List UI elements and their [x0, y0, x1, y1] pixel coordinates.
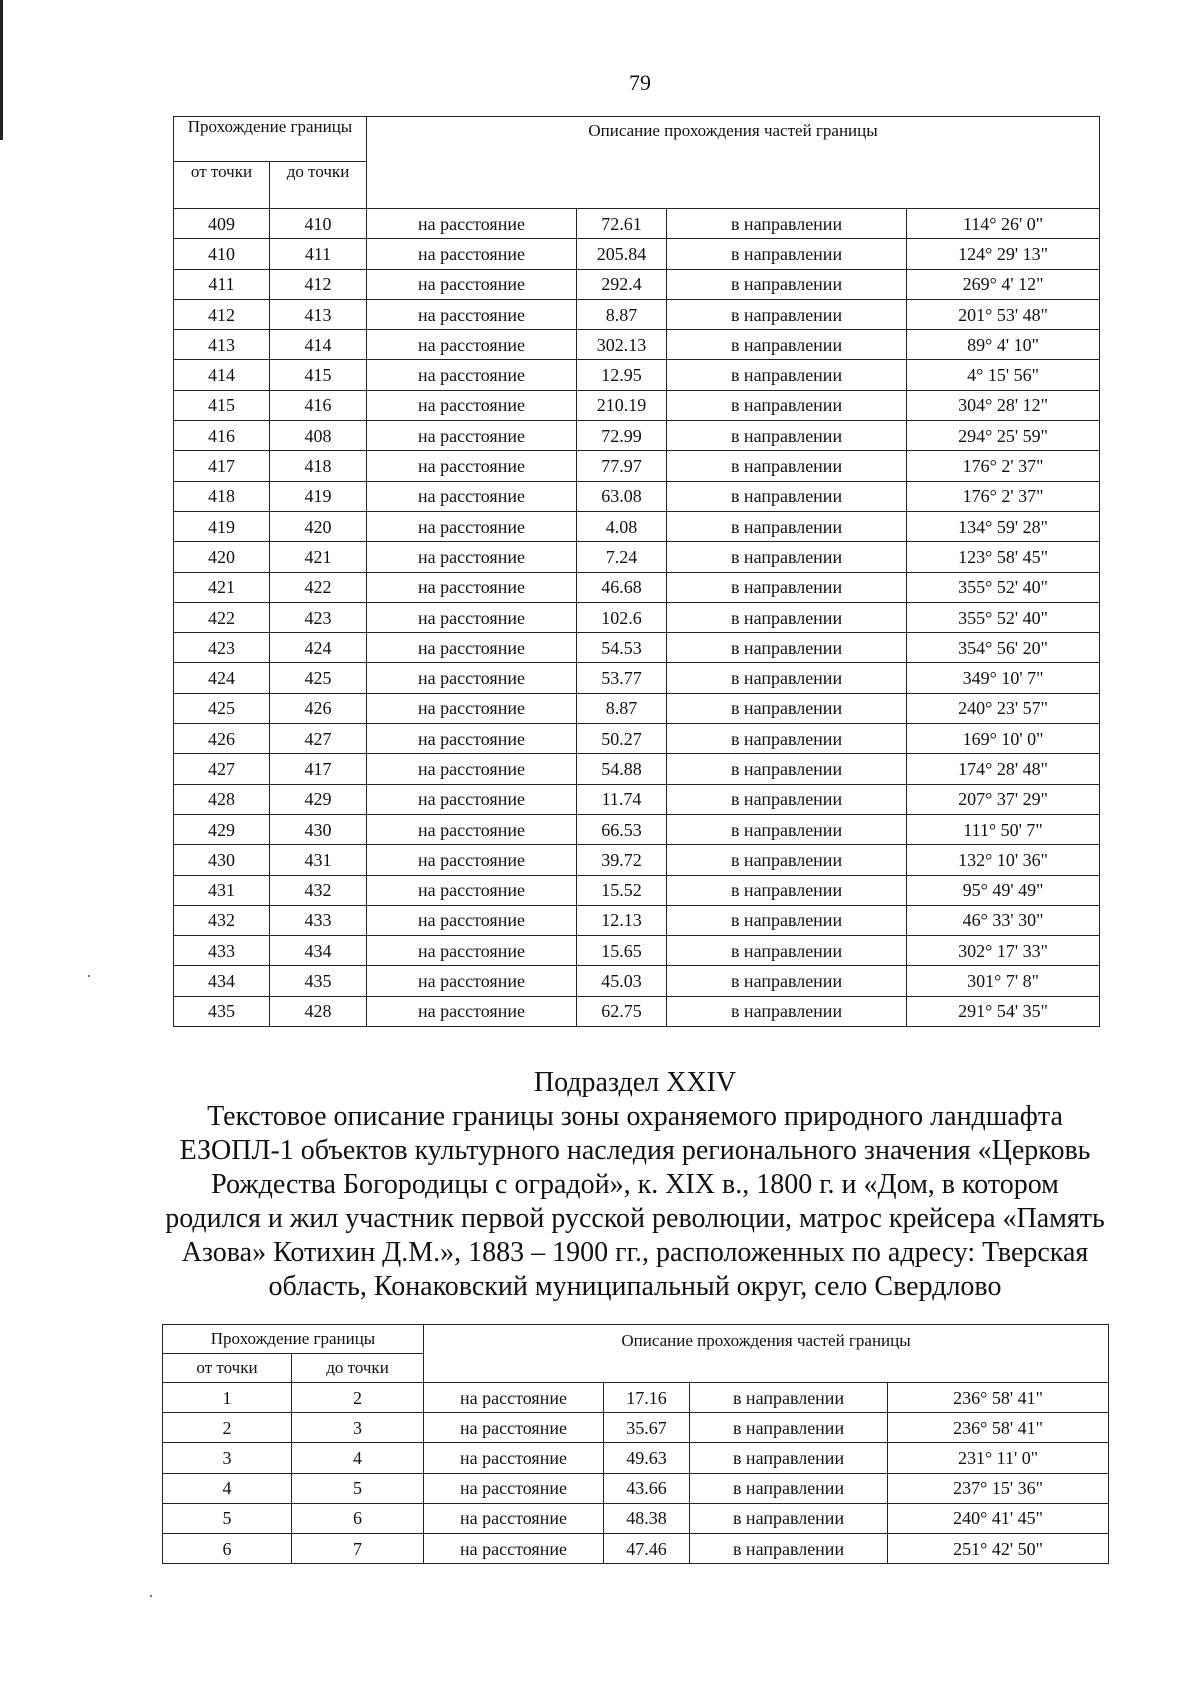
cell-distance-label: на расстояние [367, 299, 577, 329]
cell-bearing-value: 89° 4' 10" [907, 330, 1100, 360]
table-row [174, 421, 1100, 451]
cell-bearing-value: 169° 10' 0" [907, 724, 1100, 754]
cell-distance-value: 8.87 [577, 693, 667, 723]
cell-distance-value: 66.53 [577, 814, 667, 844]
cell-bearing-value: 95° 49' 49" [907, 875, 1100, 905]
cell-from-point: 414 [174, 360, 270, 390]
table-row [174, 633, 1100, 663]
cell-distance-value: 15.52 [577, 875, 667, 905]
cell-from-point: 2 [163, 1413, 292, 1443]
cell-to-point: 431 [270, 845, 367, 875]
cell-direction-label: в направлении [667, 936, 907, 966]
cell-direction-label: в направлении [667, 542, 907, 572]
cell-direction-label: в направлении [667, 390, 907, 420]
cell-distance-value: 7.24 [577, 542, 667, 572]
cell-to-point: 415 [270, 360, 367, 390]
cell-distance-value: 205.84 [577, 239, 667, 269]
cell-bearing-value: 251° 42' 50" [888, 1533, 1109, 1563]
cell-distance-label: на расстояние [367, 996, 577, 1026]
cell-from-point: 425 [174, 693, 270, 723]
cell-direction-label: в направлении [690, 1383, 888, 1413]
cell-bearing-value: 269° 4' 12" [907, 269, 1100, 299]
cell-distance-label: на расстояние [367, 330, 577, 360]
cell-distance-value: 47.46 [604, 1533, 690, 1563]
cell-from-point: 410 [174, 239, 270, 269]
cell-from-point: 3 [163, 1443, 292, 1473]
cell-from-point: 435 [174, 996, 270, 1026]
cell-direction-label: в направлении [667, 481, 907, 511]
cell-distance-label: на расстояние [367, 966, 577, 996]
page-number: 79 [629, 70, 651, 95]
cell-distance-value: 43.66 [604, 1473, 690, 1503]
cell-distance-label: на расстояние [367, 845, 577, 875]
cell-from-point: 4 [163, 1473, 292, 1503]
cell-distance-value: 48.38 [604, 1503, 690, 1533]
cell-bearing-value: 301° 7' 8" [907, 966, 1100, 996]
table-row [174, 724, 1100, 754]
table-row [174, 905, 1100, 935]
cell-bearing-value: 201° 53' 48" [907, 299, 1100, 329]
scan-speck [88, 975, 90, 977]
cell-direction-label: в направлении [667, 209, 907, 239]
cell-direction-label: в направлении [667, 966, 907, 996]
table-row [163, 1473, 1109, 1503]
cell-from-point: 434 [174, 966, 270, 996]
cell-to-point: 417 [270, 754, 367, 784]
cell-distance-label: на расстояние [367, 633, 577, 663]
cell-distance-label: на расстояние [367, 421, 577, 451]
cell-to-point: 434 [270, 936, 367, 966]
cell-distance-value: 11.74 [577, 784, 667, 814]
cell-distance-value: 72.99 [577, 421, 667, 451]
cell-from-point: 409 [174, 209, 270, 239]
table-row [163, 1533, 1109, 1563]
cell-distance-value: 62.75 [577, 996, 667, 1026]
cell-distance-label: на расстояние [367, 481, 577, 511]
boundary-table-2 [162, 1324, 1109, 1564]
cell-distance-label: на расстояние [367, 390, 577, 420]
cell-distance-label: на расстояние [367, 784, 577, 814]
cell-distance-label: на расстояние [367, 209, 577, 239]
cell-bearing-value: 291° 54' 35" [907, 996, 1100, 1026]
cell-bearing-value: 302° 17' 33" [907, 936, 1100, 966]
header-from: от точки [163, 1354, 292, 1383]
cell-bearing-value: 134° 59' 28" [907, 511, 1100, 541]
cell-distance-value: 17.16 [604, 1383, 690, 1413]
table-row [163, 1413, 1109, 1443]
table-row [174, 209, 1100, 239]
cell-from-point: 429 [174, 814, 270, 844]
table-row [174, 936, 1100, 966]
cell-to-point: 423 [270, 602, 367, 632]
cell-distance-value: 15.65 [577, 936, 667, 966]
cell-distance-label: на расстояние [367, 360, 577, 390]
cell-distance-label: на расстояние [367, 875, 577, 905]
cell-to-point: 427 [270, 724, 367, 754]
header-passage: Прохождение границы [174, 117, 367, 162]
subsection-heading: Подраздел XXIV [533, 1067, 737, 1098]
cell-direction-label: в направлении [690, 1413, 888, 1443]
table-row [163, 1443, 1109, 1473]
header-description: Описание прохождения частей границы [367, 117, 1100, 209]
cell-direction-label: в направлении [667, 511, 907, 541]
cell-to-point: 2 [292, 1383, 424, 1413]
cell-distance-value: 50.27 [577, 724, 667, 754]
cell-to-point: 410 [270, 209, 367, 239]
cell-distance-value: 77.97 [577, 451, 667, 481]
cell-bearing-value: 46° 33' 30" [907, 905, 1100, 935]
cell-bearing-value: 111° 50' 7" [907, 814, 1100, 844]
cell-to-point: 408 [270, 421, 367, 451]
table-row [174, 511, 1100, 541]
cell-bearing-value: 294° 25' 59" [907, 421, 1100, 451]
cell-to-point: 421 [270, 542, 367, 572]
cell-to-point: 428 [270, 996, 367, 1026]
cell-bearing-value: 4° 15' 56" [907, 360, 1100, 390]
cell-to-point: 432 [270, 875, 367, 905]
cell-direction-label: в направлении [667, 784, 907, 814]
cell-direction-label: в направлении [667, 633, 907, 663]
cell-direction-label: в направлении [667, 421, 907, 451]
cell-to-point: 4 [292, 1443, 424, 1473]
cell-distance-value: 72.61 [577, 209, 667, 239]
header-to: до точки [270, 162, 367, 209]
cell-distance-value: 8.87 [577, 299, 667, 329]
cell-to-point: 419 [270, 481, 367, 511]
cell-to-point: 7 [292, 1533, 424, 1563]
cell-distance-label: на расстояние [367, 269, 577, 299]
cell-direction-label: в направлении [667, 451, 907, 481]
table-row [174, 663, 1100, 693]
cell-from-point: 426 [174, 724, 270, 754]
cell-to-point: 424 [270, 633, 367, 663]
cell-from-point: 427 [174, 754, 270, 784]
header-description: Описание прохождения частей границы [424, 1325, 1109, 1383]
cell-to-point: 3 [292, 1413, 424, 1443]
cell-to-point: 433 [270, 905, 367, 935]
cell-from-point: 411 [174, 269, 270, 299]
cell-from-point: 415 [174, 390, 270, 420]
cell-to-point: 429 [270, 784, 367, 814]
cell-distance-value: 54.88 [577, 754, 667, 784]
table-row [174, 602, 1100, 632]
cell-bearing-value: 114° 26' 0" [907, 209, 1100, 239]
cell-distance-value: 53.77 [577, 663, 667, 693]
cell-distance-value: 210.19 [577, 390, 667, 420]
table-row [174, 693, 1100, 723]
cell-distance-value: 292.4 [577, 269, 667, 299]
cell-bearing-value: 349° 10' 7" [907, 663, 1100, 693]
cell-from-point: 428 [174, 784, 270, 814]
cell-bearing-value: 355° 52' 40" [907, 572, 1100, 602]
table-row [174, 360, 1100, 390]
cell-distance-value: 12.13 [577, 905, 667, 935]
cell-bearing-value: 236° 58' 41" [888, 1383, 1109, 1413]
cell-distance-value: 102.6 [577, 602, 667, 632]
cell-from-point: 1 [163, 1383, 292, 1413]
cell-bearing-value: 231° 11' 0" [888, 1443, 1109, 1473]
cell-distance-value: 39.72 [577, 845, 667, 875]
cell-bearing-value: 237° 15' 36" [888, 1473, 1109, 1503]
cell-from-point: 419 [174, 511, 270, 541]
table-row [174, 845, 1100, 875]
cell-bearing-value: 207° 37' 29" [907, 784, 1100, 814]
cell-bearing-value: 354° 56' 20" [907, 633, 1100, 663]
cell-direction-label: в направлении [667, 299, 907, 329]
cell-to-point: 413 [270, 299, 367, 329]
cell-from-point: 412 [174, 299, 270, 329]
cell-from-point: 433 [174, 936, 270, 966]
cell-distance-label: на расстояние [367, 451, 577, 481]
cell-distance-label: на расстояние [424, 1443, 604, 1473]
cell-direction-label: в направлении [667, 875, 907, 905]
cell-direction-label: в направлении [667, 814, 907, 844]
cell-distance-label: на расстояние [367, 754, 577, 784]
cell-distance-label: на расстояние [367, 572, 577, 602]
cell-to-point: 412 [270, 269, 367, 299]
cell-direction-label: в направлении [667, 693, 907, 723]
cell-from-point: 413 [174, 330, 270, 360]
cell-distance-label: на расстояние [367, 814, 577, 844]
table-row [174, 996, 1100, 1026]
table-row [174, 814, 1100, 844]
cell-from-point: 416 [174, 421, 270, 451]
cell-bearing-value: 240° 23' 57" [907, 693, 1100, 723]
cell-distance-value: 49.63 [604, 1443, 690, 1473]
cell-bearing-value: 240° 41' 45" [888, 1503, 1109, 1533]
table-row [174, 299, 1100, 329]
cell-distance-label: на расстояние [367, 663, 577, 693]
cell-from-point: 5 [163, 1503, 292, 1533]
table-row [174, 966, 1100, 996]
cell-distance-label: на расстояние [424, 1503, 604, 1533]
cell-to-point: 418 [270, 451, 367, 481]
cell-distance-label: на расстояние [367, 602, 577, 632]
cell-distance-label: на расстояние [367, 936, 577, 966]
cell-from-point: 424 [174, 663, 270, 693]
cell-from-point: 420 [174, 542, 270, 572]
cell-to-point: 420 [270, 511, 367, 541]
cell-to-point: 430 [270, 814, 367, 844]
cell-distance-label: на расстояние [367, 511, 577, 541]
cell-from-point: 423 [174, 633, 270, 663]
boundary-table-1 [173, 116, 1100, 1027]
cell-direction-label: в направлении [667, 572, 907, 602]
cell-bearing-value: 176° 2' 37" [907, 451, 1100, 481]
table-row [174, 572, 1100, 602]
cell-distance-label: на расстояние [367, 724, 577, 754]
header-from: от точки [174, 162, 270, 209]
cell-direction-label: в направлении [667, 905, 907, 935]
table-row [174, 390, 1100, 420]
table-row [174, 784, 1100, 814]
cell-to-point: 435 [270, 966, 367, 996]
cell-distance-label: на расстояние [367, 693, 577, 723]
cell-from-point: 432 [174, 905, 270, 935]
cell-distance-label: на расстояние [424, 1533, 604, 1563]
cell-direction-label: в направлении [667, 663, 907, 693]
cell-from-point: 421 [174, 572, 270, 602]
cell-to-point: 414 [270, 330, 367, 360]
cell-direction-label: в направлении [667, 360, 907, 390]
cell-to-point: 6 [292, 1503, 424, 1533]
cell-bearing-value: 236° 58' 41" [888, 1413, 1109, 1443]
table-row [174, 330, 1100, 360]
cell-bearing-value: 176° 2' 37" [907, 481, 1100, 511]
cell-from-point: 422 [174, 602, 270, 632]
cell-bearing-value: 355° 52' 40" [907, 602, 1100, 632]
cell-direction-label: в направлении [667, 602, 907, 632]
cell-direction-label: в направлении [667, 330, 907, 360]
subsection-title: Текстовое описание границы зоны охраняемого природного ландшафта ЕЗОПЛ-1 объектов культурного наследия регионального значения «Церковь Рождества Богородицы с оградой», к. XIX в., 1800 г. и «Дом, в котором родился и жил участник первой русской революции, матрос крейсера «Память Азова» Котихин Д.М.», 1883 – 1900 гг., расположенных по адресу: Тверская область, Конаковский муниципальный округ, село Свердлово [165, 1101, 1105, 1302]
cell-direction-label: в направлении [667, 996, 907, 1026]
cell-direction-label: в направлении [690, 1443, 888, 1473]
cell-to-point: 416 [270, 390, 367, 420]
cell-to-point: 425 [270, 663, 367, 693]
table-row [163, 1503, 1109, 1533]
cell-bearing-value: 304° 28' 12" [907, 390, 1100, 420]
scan-speck [150, 1595, 152, 1597]
cell-bearing-value: 123° 58' 45" [907, 542, 1100, 572]
cell-distance-value: 54.53 [577, 633, 667, 663]
cell-from-point: 417 [174, 451, 270, 481]
cell-direction-label: в направлении [667, 754, 907, 784]
cell-direction-label: в направлении [690, 1503, 888, 1533]
cell-direction-label: в направлении [667, 239, 907, 269]
cell-direction-label: в направлении [667, 845, 907, 875]
cell-bearing-value: 124° 29' 13" [907, 239, 1100, 269]
cell-distance-label: на расстояние [367, 542, 577, 572]
table-row [163, 1383, 1109, 1413]
cell-from-point: 431 [174, 875, 270, 905]
cell-to-point: 411 [270, 239, 367, 269]
cell-distance-value: 45.03 [577, 966, 667, 996]
cell-to-point: 5 [292, 1473, 424, 1503]
cell-direction-label: в направлении [690, 1473, 888, 1503]
cell-distance-label: на расстояние [367, 905, 577, 935]
cell-direction-label: в направлении [667, 724, 907, 754]
cell-distance-value: 12.95 [577, 360, 667, 390]
cell-to-point: 426 [270, 693, 367, 723]
cell-distance-value: 35.67 [604, 1413, 690, 1443]
cell-distance-value: 4.08 [577, 511, 667, 541]
header-to: до точки [292, 1354, 424, 1383]
table-row [174, 239, 1100, 269]
table-row [174, 754, 1100, 784]
cell-distance-label: на расстояние [424, 1383, 604, 1413]
cell-distance-value: 46.68 [577, 572, 667, 602]
table-row [174, 542, 1100, 572]
table-row [174, 451, 1100, 481]
table-row [174, 875, 1100, 905]
cell-direction-label: в направлении [667, 269, 907, 299]
cell-to-point: 422 [270, 572, 367, 602]
cell-direction-label: в направлении [690, 1533, 888, 1563]
subsection-block [160, 1066, 1110, 1304]
cell-distance-label: на расстояние [424, 1473, 604, 1503]
header-passage: Прохождение границы [163, 1325, 424, 1354]
cell-from-point: 6 [163, 1533, 292, 1563]
cell-from-point: 418 [174, 481, 270, 511]
cell-from-point: 430 [174, 845, 270, 875]
cell-bearing-value: 174° 28' 48" [907, 754, 1100, 784]
cell-bearing-value: 132° 10' 36" [907, 845, 1100, 875]
cell-distance-label: на расстояние [367, 239, 577, 269]
table-row [174, 481, 1100, 511]
cell-distance-value: 302.13 [577, 330, 667, 360]
cell-distance-value: 63.08 [577, 481, 667, 511]
table-row [174, 269, 1100, 299]
cell-distance-label: на расстояние [424, 1413, 604, 1443]
